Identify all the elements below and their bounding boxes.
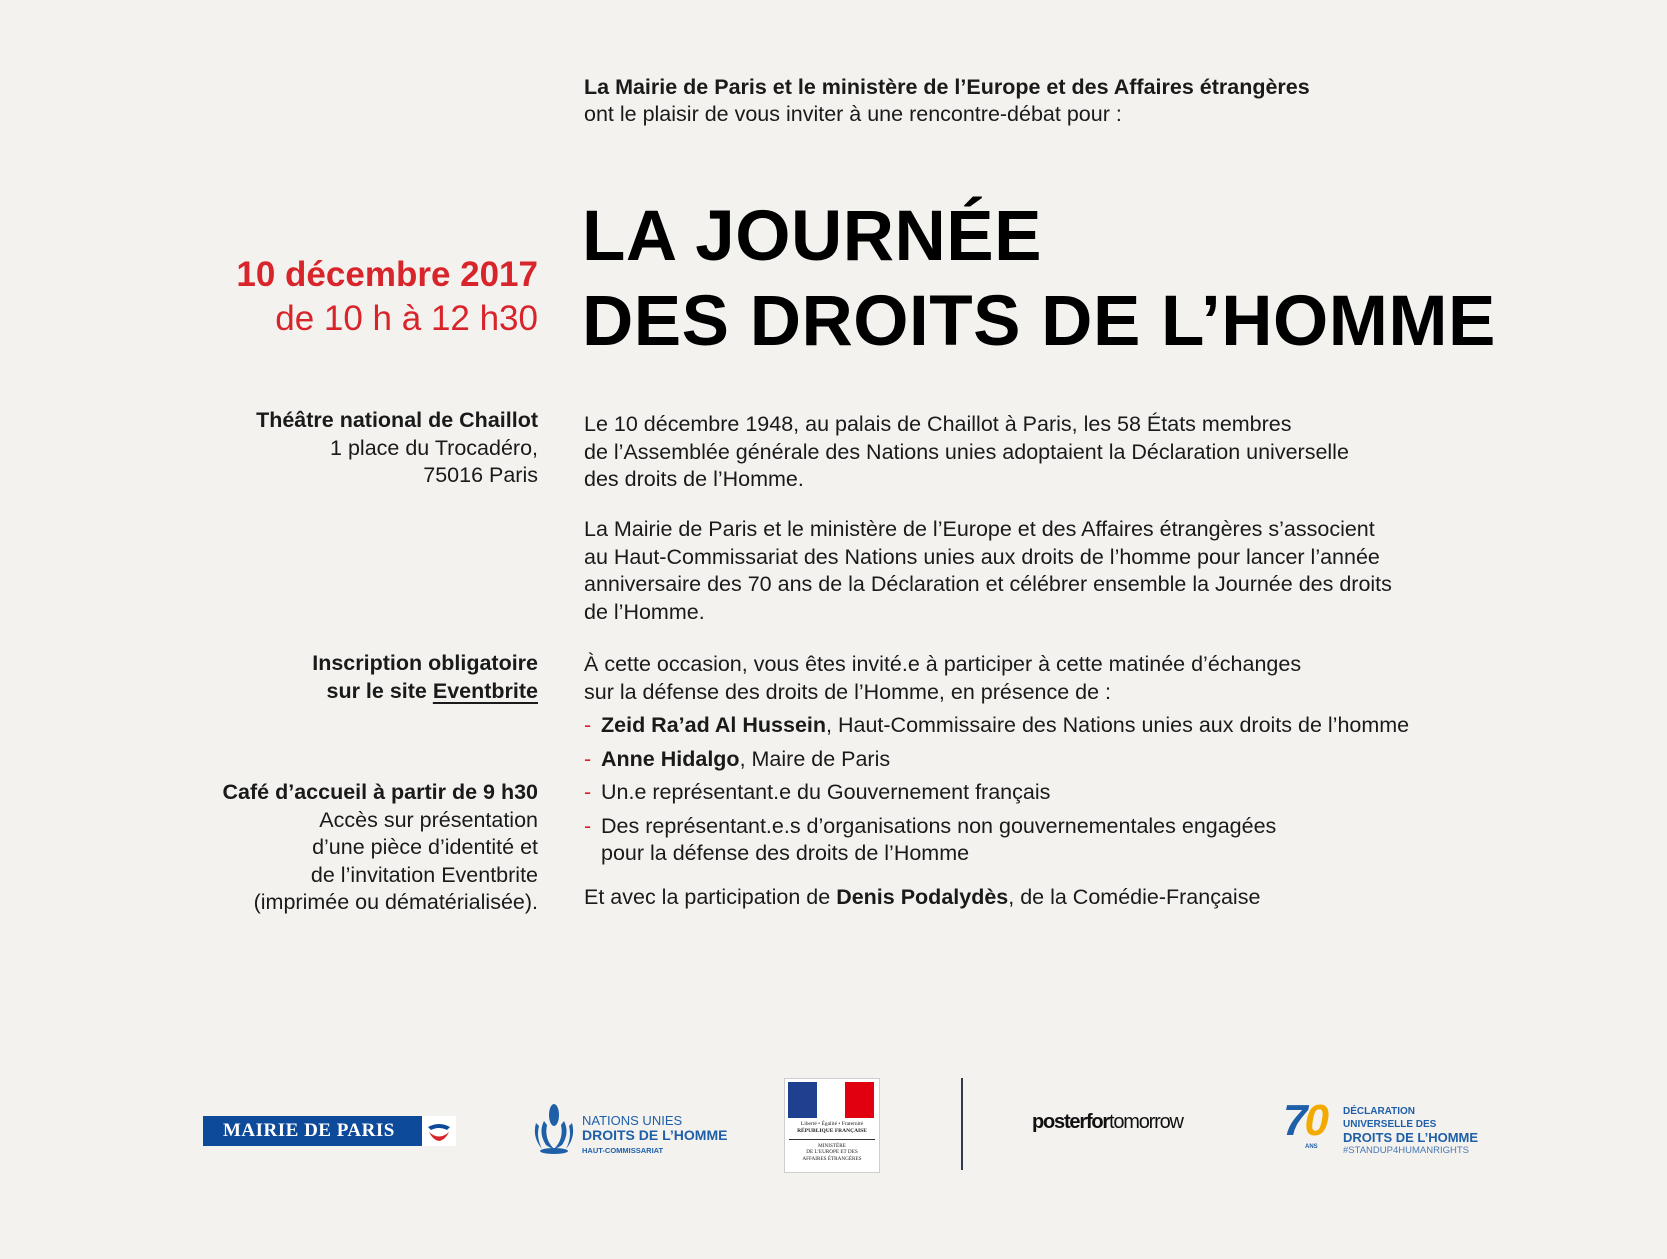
- cafe-line: Accès sur présentation: [319, 807, 538, 832]
- udhr-hashtag: #STANDUP4HUMANRIGHTS: [1343, 1145, 1469, 1156]
- rf-divider: [789, 1139, 875, 1140]
- rf-ministry-line: MINISTÈRE: [818, 1143, 846, 1149]
- paragraph-line: La Mairie de Paris et le ministère de l’Europe et des Affaires étrangères s’associent: [584, 517, 1375, 541]
- bullet-dash: -: [584, 780, 592, 804]
- paragraph-line: de l’Assemblée générale des Nations unies adoptaient la Déclaration universelle: [584, 439, 1349, 464]
- list-item: [584, 746, 1604, 774]
- title-line-1: LA JOURNÉE: [582, 197, 1042, 276]
- udhr-line-2: DROITS DE L’HOMME: [1343, 1130, 1479, 1145]
- rf-ministry: [785, 1143, 879, 1162]
- paragraph-line: de l’Homme.: [584, 599, 705, 624]
- venue-name: Théâtre national de Chaillot: [256, 408, 538, 432]
- bullet-dash: -: [584, 813, 592, 838]
- registration-prefix: sur le site: [326, 678, 433, 703]
- participation-prefix: Et avec la participation de: [584, 885, 837, 909]
- speaker-role: , Haut-Commissaire des Nations unies aux droits de l’homme: [826, 713, 1410, 737]
- invitation-line-1: La Mairie de Paris et le ministère de l’Europe et des Affaires étrangères: [584, 75, 1310, 99]
- venue-address-2: 75016 Paris: [423, 463, 538, 487]
- un-line-1: NATIONS UNIES: [582, 1113, 683, 1128]
- rf-republic: RÉPUBLIQUE FRANÇAISE: [797, 1128, 867, 1134]
- rf-ministry-line: AFFAIRES ÉTRANGÈRES: [802, 1155, 862, 1162]
- un-human-rights-logo: [530, 1098, 730, 1158]
- republique-francaise-logo: [784, 1078, 880, 1173]
- paragraph-anniversary: [584, 516, 1604, 626]
- ship-icon: [422, 1116, 456, 1146]
- registration-line-2: [138, 678, 538, 706]
- rf-motto-block: [785, 1121, 879, 1135]
- for-word: for: [1085, 1111, 1109, 1133]
- speaker-role: Un.e représentant.e du Gouvernement français: [601, 780, 1051, 804]
- cafe-block: [138, 779, 538, 917]
- event-datetime: [138, 253, 538, 341]
- venue-address-1: 1 place du Trocadéro,: [330, 435, 538, 460]
- rf-ministry-line: DE L’EUROPE ET DES: [806, 1149, 858, 1156]
- rf-motto: Liberté • Égalité • Fraternité: [800, 1121, 864, 1127]
- udhr-70-logo: [1283, 1096, 1483, 1156]
- un-line-3: HAUT-COMMISSARIAT: [582, 1146, 664, 1155]
- paragraph-line: À cette occasion, vous êtes invité.e à participer à cette matinée d’échanges: [584, 652, 1302, 676]
- udhr-text: [1343, 1105, 1483, 1157]
- seventy-digit-0: 0: [1304, 1096, 1326, 1145]
- speaker-role-cont: pour la défense des droits de l’Homme: [601, 841, 970, 865]
- paragraph-invitation: [584, 651, 1604, 706]
- page-title: [582, 194, 1642, 364]
- invitation-header: [584, 74, 1584, 128]
- bullet-dash: -: [584, 713, 592, 737]
- paragraph-line: anniversaire des 70 ans de la Déclaration et célébrer ensemble la Journée des droits: [584, 572, 1392, 596]
- list-item: [584, 712, 1604, 740]
- paragraph-line: Le 10 décembre 1948, au palais de Chaillot à Paris, les 58 États membres: [584, 412, 1292, 436]
- poster-word: poster: [1032, 1111, 1086, 1133]
- invitation-line-2: ont le plaisir de vous inviter à une rencontre-débat pour :: [584, 102, 1122, 126]
- speaker-role: Des représentant.e.s d’organisations non gouvernementales engagées: [601, 813, 1277, 838]
- list-item: [584, 813, 1604, 868]
- bullet-dash: -: [584, 746, 592, 771]
- registration-block: [138, 650, 538, 705]
- un-emblem-icon: [530, 1101, 578, 1155]
- list-item: [584, 779, 1604, 807]
- un-line-2: DROITS DE L’HOMME: [582, 1127, 728, 1143]
- cafe-line: (imprimée ou dématérialisée).: [253, 890, 538, 914]
- logo-divider: [961, 1078, 963, 1170]
- mairie-de-paris-logo: [203, 1116, 456, 1146]
- speaker-role: , Maire de Paris: [739, 746, 891, 771]
- speakers-list: [584, 712, 1604, 874]
- un-logo-text: [582, 1113, 727, 1158]
- paragraph-line: au Haut-Commissariat des Nations unies aux droits de l’homme pour lancer l’année: [584, 544, 1380, 569]
- title-line-2: DES DROITS DE L’HOMME: [582, 282, 1496, 361]
- udhr-line-1: DÉCLARATION UNIVERSELLE DES: [1343, 1106, 1437, 1130]
- seventy-number: [1283, 1096, 1326, 1146]
- event-date: 10 décembre 2017: [236, 255, 538, 294]
- marianne-flag-icon: [788, 1082, 874, 1118]
- registration-line-1: Inscription obligatoire: [312, 651, 538, 675]
- seventy-digit-7: 7: [1283, 1096, 1305, 1145]
- speaker-name: Zeid Ra’ad Al Hussein: [601, 713, 827, 737]
- cafe-line: d’une pièce d’identité et: [312, 835, 538, 859]
- participant-name: Denis Podalydès: [836, 885, 1009, 909]
- paragraph-line: des droits de l’Homme.: [584, 467, 804, 491]
- speaker-name: Anne Hidalgo: [601, 746, 740, 771]
- cafe-title: Café d’accueil à partir de 9 h30: [222, 780, 538, 804]
- eventbrite-link[interactable]: Eventbrite: [432, 678, 538, 703]
- venue-block: [138, 407, 538, 490]
- event-time: de 10 h à 12 h30: [275, 299, 538, 338]
- paragraph-history: [584, 411, 1604, 494]
- ans-label: ANS: [1305, 1144, 1318, 1150]
- tomorrow-word: tomorrow: [1109, 1111, 1183, 1133]
- mairie-logo-text: MAIRIE DE PARIS: [223, 1120, 395, 1141]
- cafe-line: de l’invitation Eventbrite: [310, 862, 538, 887]
- participation-suffix: , de la Comédie-Française: [1008, 885, 1261, 909]
- poster-for-tomorrow-logo: [1032, 1111, 1183, 1134]
- paragraph-participation: [584, 884, 1604, 912]
- paragraph-line: sur la défense des droits de l’Homme, en présence de :: [584, 679, 1112, 704]
